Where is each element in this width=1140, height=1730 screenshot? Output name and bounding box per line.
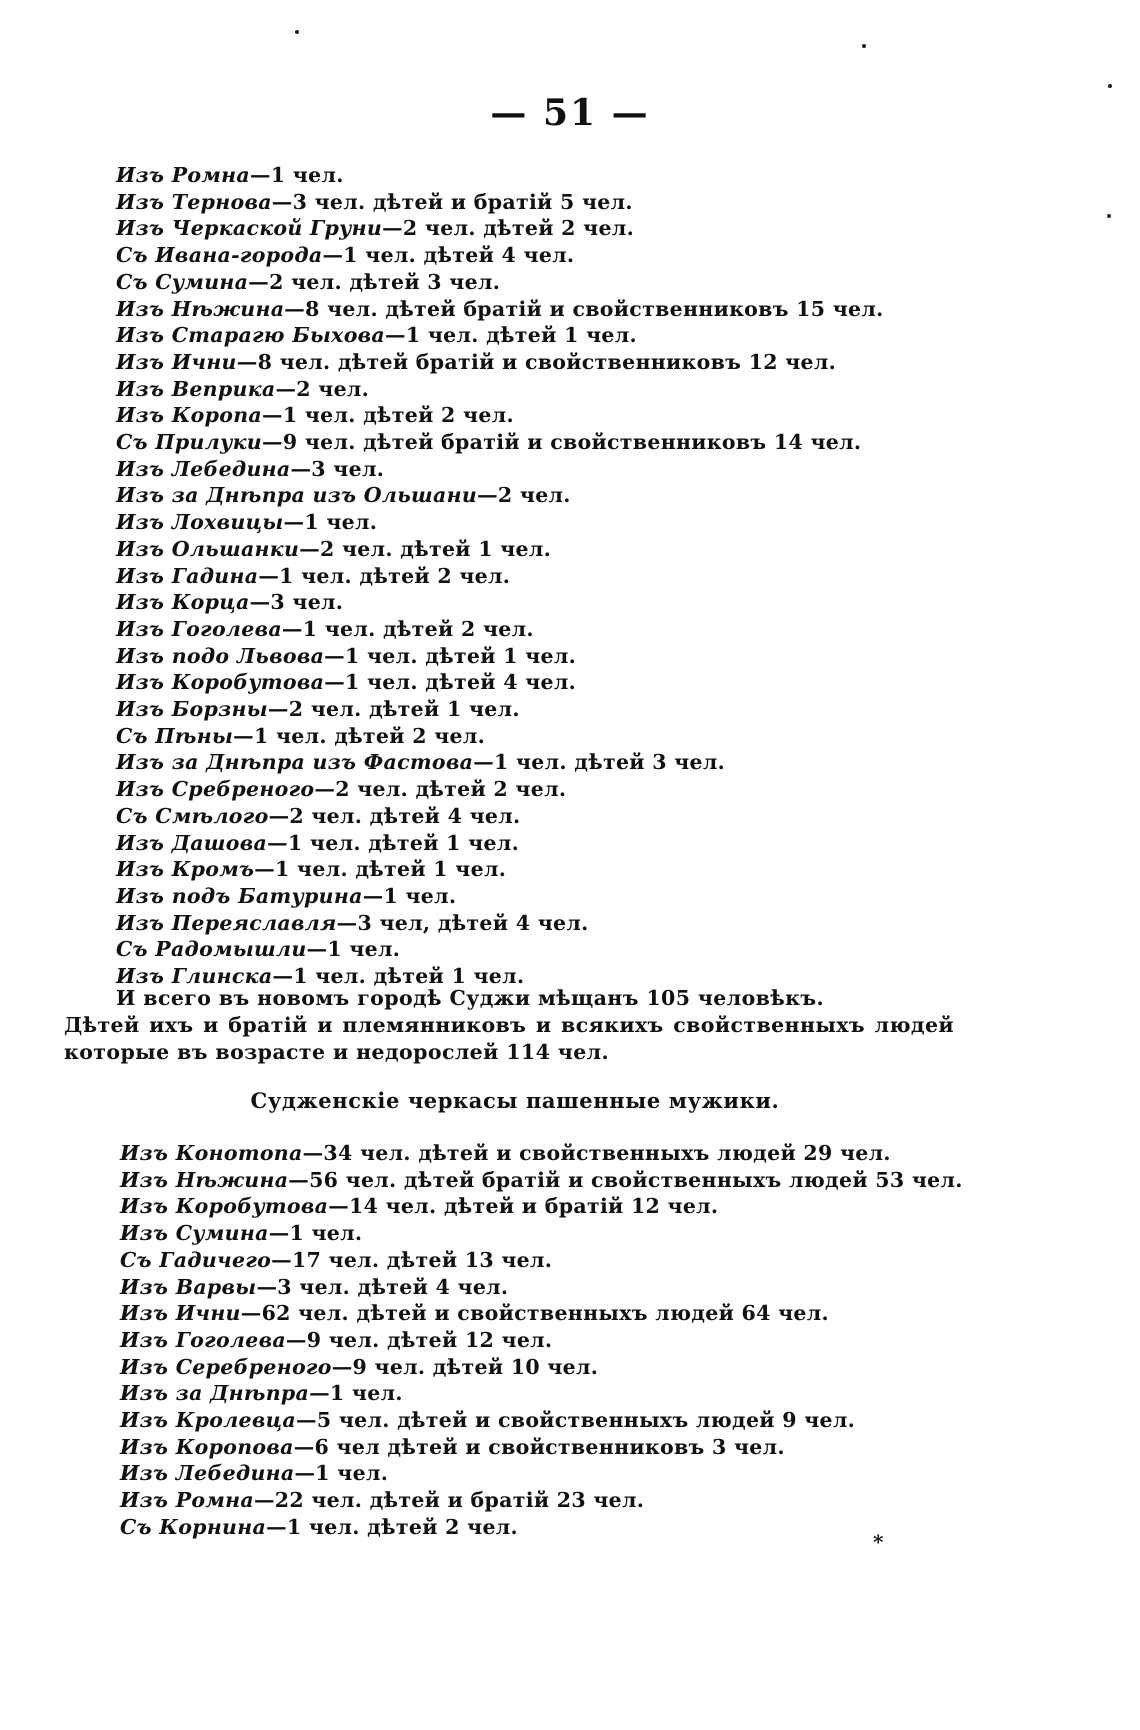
count-text: —8 чел. дѣтей братій и свойственниковъ 12 чел. bbox=[236, 349, 837, 374]
place-name: Изъ Гоголева bbox=[116, 616, 282, 641]
place-name: Изъ Черкаской Груни bbox=[116, 216, 383, 241]
count-text: —17 чел. дѣтей 13 чел. bbox=[271, 1247, 553, 1272]
count-text: —1 чел. bbox=[268, 1221, 363, 1246]
count-text: —1 чел. bbox=[309, 1381, 403, 1406]
print-speck bbox=[862, 44, 866, 48]
print-speck bbox=[1107, 214, 1111, 218]
place-name: Изъ Коробутова bbox=[120, 1194, 329, 1219]
place-name: Изъ Коропова bbox=[120, 1434, 294, 1459]
count-text: —3 чел, дѣтей 4 чел. bbox=[336, 910, 589, 935]
place-name: Съ Пѣны bbox=[116, 723, 234, 748]
count-text: —1 чел. дѣтей 4 чел. bbox=[324, 670, 577, 695]
list-item bbox=[120, 1460, 980, 1487]
list-item bbox=[116, 322, 976, 349]
place-name: Изъ Дашова bbox=[116, 830, 268, 855]
list-item bbox=[116, 349, 976, 376]
place-name: Изъ за Днѣпра изъ Ольшани bbox=[116, 483, 478, 508]
count-text: —2 чел. дѣтей 3 чел. bbox=[248, 269, 501, 294]
count-text: —14 чел. дѣтей и братій 12 чел. bbox=[328, 1194, 719, 1219]
count-text: —62 чел. дѣтей и свойственныхъ людей 64 чел. bbox=[240, 1301, 829, 1326]
list-item bbox=[116, 456, 976, 483]
place-name: Изъ Корца bbox=[116, 590, 250, 615]
count-text: —1 чел. дѣтей 2 чел. bbox=[233, 723, 486, 748]
place-name: Изъ Ични bbox=[116, 349, 237, 374]
list-item bbox=[116, 589, 976, 616]
place-name: Изъ Борзны bbox=[116, 697, 268, 722]
count-text: —3 чел. bbox=[290, 456, 385, 481]
count-text: —3 чел. дѣтей и братій 5 чел. bbox=[271, 189, 633, 214]
place-name: Изъ Ольшанки bbox=[116, 536, 300, 561]
list-item bbox=[116, 856, 976, 883]
list-item bbox=[116, 803, 976, 830]
list-item bbox=[116, 215, 976, 242]
list-item bbox=[116, 563, 976, 590]
list-item bbox=[120, 1380, 980, 1407]
count-text: —9 чел. дѣтей 12 чел. bbox=[285, 1327, 553, 1352]
list-item bbox=[116, 883, 976, 910]
list-item bbox=[116, 269, 976, 296]
count-text: —2 чел. bbox=[477, 483, 571, 508]
place-name: Съ Радомышли bbox=[116, 937, 307, 962]
place-name: Изъ Кролевца bbox=[120, 1408, 297, 1433]
summary-paragraph bbox=[64, 985, 954, 1066]
list-item bbox=[116, 910, 976, 937]
list-item bbox=[120, 1354, 980, 1381]
place-name: Изъ Переяславля bbox=[116, 910, 337, 935]
count-text: —9 чел. дѣтей братій и свойственниковъ 14 чел. bbox=[262, 430, 862, 455]
list-item bbox=[120, 1167, 980, 1194]
place-name: Изъ Лебедина bbox=[116, 456, 291, 481]
place-name: Изъ Варвы bbox=[120, 1274, 257, 1299]
place-name: Изъ Гоголева bbox=[120, 1327, 286, 1352]
list-item bbox=[116, 402, 976, 429]
place-name: Съ Гадичего bbox=[120, 1247, 272, 1272]
count-text: —1 чел. дѣтей 2 чел. bbox=[266, 1514, 518, 1539]
count-text: —3 чел. дѣтей 4 чел. bbox=[256, 1274, 509, 1299]
count-text: —5 чел. дѣтей и свойственныхъ людей 9 чел. bbox=[296, 1408, 856, 1433]
place-name: Изъ Коробутова bbox=[116, 670, 325, 695]
list-item bbox=[116, 669, 976, 696]
place-name: Изъ подо Львова bbox=[116, 643, 325, 668]
count-text: —1 чел. bbox=[306, 937, 401, 962]
place-name: Изъ за Днѣпра изъ Фастова bbox=[116, 750, 474, 775]
list-item bbox=[116, 509, 976, 536]
list-item bbox=[116, 696, 976, 723]
count-text: —1 чел. дѣтей 4 чел. bbox=[322, 243, 575, 268]
place-name: Изъ подъ Батурина bbox=[116, 883, 363, 908]
list-item bbox=[116, 189, 976, 216]
place-name: Изъ Сумина bbox=[120, 1221, 269, 1246]
count-text: —22 чел. дѣтей и братій 23 чел. bbox=[254, 1488, 645, 1513]
place-name: Изъ Ромна bbox=[120, 1488, 254, 1513]
count-text: —2 чел. дѣтей 2 чел. bbox=[314, 777, 567, 802]
count-text: —56 чел. дѣтей братій и свойственныхъ людей 53 чел. bbox=[288, 1167, 963, 1192]
list-item bbox=[116, 536, 976, 563]
place-name: Изъ Нѣжина bbox=[116, 296, 285, 321]
list-item bbox=[116, 776, 976, 803]
place-name: Изъ Серебреного bbox=[120, 1354, 332, 1379]
place-name: Изъ Конотопа bbox=[120, 1141, 303, 1165]
list-item bbox=[116, 376, 976, 403]
place-name: Изъ Коропа bbox=[116, 403, 263, 428]
list-item bbox=[120, 1300, 980, 1327]
footnote-asterisk: * bbox=[873, 1530, 884, 1554]
print-speck bbox=[1108, 84, 1112, 88]
count-text: —1 чел. дѣтей 2 чел. bbox=[258, 563, 511, 588]
place-name: Изъ Глинска bbox=[116, 964, 273, 989]
count-text: —2 чел. дѣтей 2 чел. bbox=[382, 216, 635, 241]
list-item bbox=[116, 429, 976, 456]
count-text: —1 чел. bbox=[362, 883, 457, 908]
count-text: —1 чел. дѣтей 1 чел. bbox=[385, 323, 637, 348]
count-text: —34 чел. дѣтей и свойственныхъ людей 29 чел. bbox=[302, 1141, 891, 1165]
list-item bbox=[120, 1407, 980, 1434]
count-text: —1 чел. дѣтей 1 чел. bbox=[324, 643, 577, 668]
place-name: Изъ Тернова bbox=[116, 189, 272, 214]
list-item bbox=[120, 1274, 980, 1301]
place-name: Съ Прилуки bbox=[116, 430, 263, 455]
place-name: Изъ Кромъ bbox=[116, 857, 255, 882]
list-item bbox=[116, 296, 976, 323]
list-item bbox=[120, 1140, 980, 1167]
place-name: Съ Ивана-города bbox=[116, 243, 323, 268]
place-name: Изъ Сребреного bbox=[116, 777, 315, 802]
list-item bbox=[120, 1487, 980, 1514]
count-text: —1 чел. дѣтей 3 чел. bbox=[473, 750, 726, 775]
section-heading: Судженскіе черкасы пашенные мужики. bbox=[250, 1088, 780, 1113]
list-item bbox=[120, 1247, 980, 1274]
townsmen-list bbox=[116, 162, 976, 990]
count-text: —2 чел. дѣтей 1 чел. bbox=[267, 697, 520, 722]
list-item bbox=[116, 162, 976, 189]
list-item bbox=[116, 643, 976, 670]
list-item bbox=[116, 749, 976, 776]
count-text: —3 чел. bbox=[249, 590, 344, 615]
page-number: — 51 — bbox=[490, 92, 650, 134]
count-text: —1 чел. bbox=[283, 510, 378, 535]
list-item bbox=[116, 242, 976, 269]
count-text: —1 чел. дѣтей 1 чел. bbox=[272, 964, 525, 989]
place-name: Изъ Веприка bbox=[116, 376, 276, 401]
list-item bbox=[116, 616, 976, 643]
count-text: —9 чел. дѣтей 10 чел. bbox=[331, 1354, 599, 1379]
list-item bbox=[120, 1220, 980, 1247]
summary-children-line: Дѣтей ихъ и братій и племянниковъ и всякихъ свойственныхъ людей которые въ возрасте и недорослей 114 чел. bbox=[64, 1013, 954, 1064]
list-item bbox=[120, 1434, 980, 1461]
count-text: —1 чел. дѣтей 1 чел. bbox=[254, 857, 507, 882]
peasants-list bbox=[120, 1140, 980, 1541]
count-text: —8 чел. дѣтей братій и свойственниковъ 15 чел. bbox=[284, 296, 884, 321]
place-name: Изъ Старагю Быхова bbox=[116, 323, 386, 348]
place-name: Изъ Ични bbox=[120, 1301, 241, 1326]
count-text: —1 чел. дѣтей 2 чел. bbox=[281, 616, 534, 641]
place-name: Изъ Лебедина bbox=[120, 1461, 295, 1486]
place-name: Изъ за Днѣпра bbox=[120, 1381, 310, 1406]
place-name: Съ Сумина bbox=[116, 269, 249, 294]
list-item bbox=[116, 830, 976, 857]
count-text: —1 чел. дѣтей 1 чел. bbox=[267, 830, 520, 855]
place-name: Изъ Ромна bbox=[116, 163, 250, 187]
place-name: Съ Смѣлого bbox=[116, 803, 269, 828]
list-item bbox=[116, 482, 976, 509]
count-text: —1 чел. дѣтей 2 чел. bbox=[262, 403, 514, 428]
list-item bbox=[116, 723, 976, 750]
count-text: —2 чел. bbox=[275, 376, 370, 401]
list-item bbox=[116, 936, 976, 963]
summary-total-line: И всего въ новомъ городѣ Суджи мѣщанъ 105 человѣкъ. bbox=[116, 986, 825, 1010]
place-name: Изъ Лохвицы bbox=[116, 510, 284, 535]
count-text: —2 чел. дѣтей 4 чел. bbox=[268, 803, 521, 828]
place-name: Изъ Гадина bbox=[116, 563, 259, 588]
print-speck bbox=[295, 30, 299, 34]
list-item bbox=[120, 1193, 980, 1220]
list-item bbox=[120, 1514, 980, 1541]
count-text: —2 чел. дѣтей 1 чел. bbox=[299, 536, 552, 561]
count-text: —1 чел. bbox=[250, 163, 344, 187]
count-text: —6 чел дѣтей и свойственниковъ 3 чел. bbox=[293, 1434, 785, 1459]
count-text: —1 чел. bbox=[294, 1461, 389, 1486]
list-item bbox=[120, 1327, 980, 1354]
place-name: Съ Корнина bbox=[120, 1514, 267, 1539]
place-name: Изъ Нѣжина bbox=[120, 1167, 289, 1192]
